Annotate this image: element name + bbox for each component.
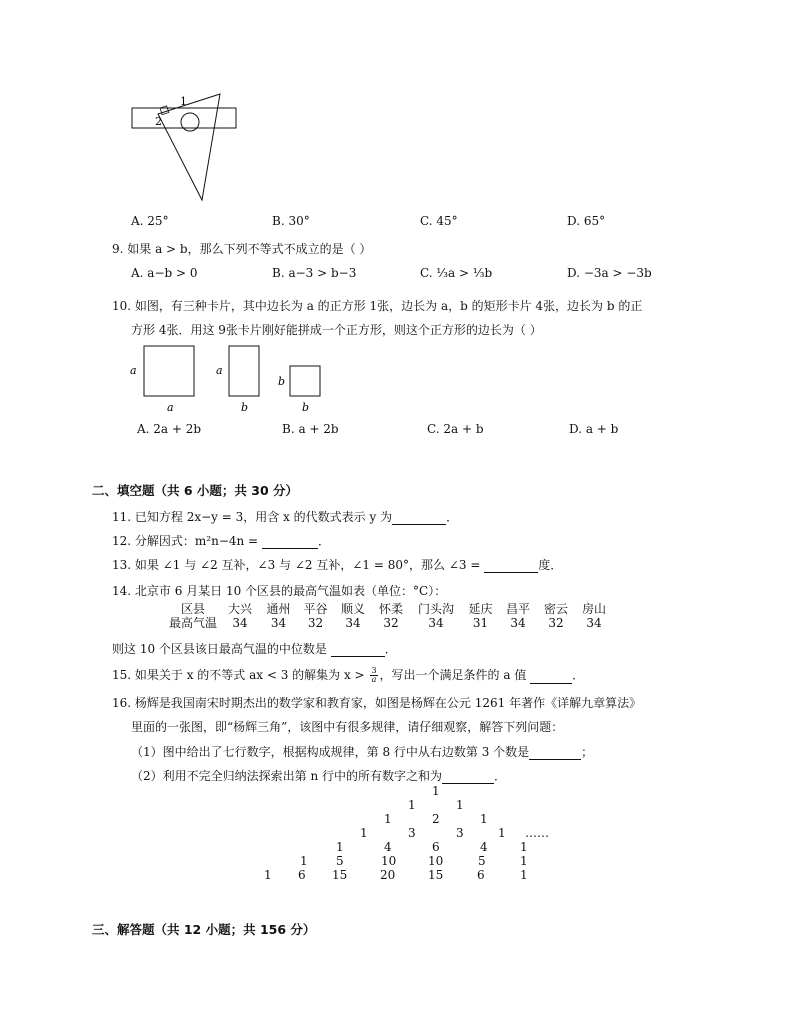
table-cell: 大兴 <box>227 602 252 616</box>
table-cell: 34 <box>428 616 444 630</box>
table-cell: 最高气温 <box>168 616 217 630</box>
q15 <box>112 666 584 684</box>
q16-sub2 <box>131 767 506 784</box>
q10-option-a[interactable]: A. 2a + 2b <box>137 422 202 436</box>
q14-stem: 14. 北京市 6 月某日 10 个区县的最高气温如表（单位：°C）： <box>112 584 447 598</box>
q12 <box>112 532 330 549</box>
table-cell: 34 <box>232 616 248 630</box>
table-cell: 密云 <box>543 602 568 616</box>
triangle-number: 1 <box>336 840 344 854</box>
q9-stem: 9. 如果 a > b，那么下列不等式不成立的是（ ） <box>112 242 372 256</box>
q9-option-d[interactable]: D. −3a > −3b <box>567 266 652 280</box>
q16-sub2-end: ． <box>494 769 507 783</box>
table-cell: 34 <box>586 616 602 630</box>
q8-option-b[interactable]: B. 30° <box>272 214 310 228</box>
q10-square-side-label: a <box>130 364 137 377</box>
section-2-title: 二、填空题（共 6 小题；共 30 分） <box>92 483 299 498</box>
q13-end: 度． <box>538 558 563 572</box>
q10-stem-line1: 10. 如图，有三种卡片，其中边长为 a 的正方形 1张，边长为 a，b 的矩形卡片 4张，边长为 b 的正 <box>112 299 643 313</box>
table-cell: 34 <box>345 616 361 630</box>
table-cell: 怀柔 <box>378 602 403 616</box>
q13-answer-blank[interactable] <box>484 560 538 573</box>
table-cell: 平谷 <box>303 602 328 616</box>
q15-text-a: 15. 如果关于 x 的不等式 ax < 3 的解集为 x > <box>112 668 365 682</box>
q11-text: 11. 已知方程 2x−y = 3，用含 x 的代数式表示 y 为 <box>112 510 393 524</box>
table-cell: 32 <box>307 616 324 630</box>
q10-cards-figure <box>124 340 334 418</box>
triangle-number: 15 <box>428 868 444 882</box>
triangle-number: 6 <box>432 840 440 854</box>
table-cell: 房山 <box>581 602 606 616</box>
q10-square-bottom-label: a <box>167 401 174 414</box>
table-cell: 通州 <box>266 602 291 616</box>
q12-end: ． <box>317 534 330 548</box>
q8-option-c[interactable]: C. 45° <box>420 214 458 228</box>
q10-option-c[interactable]: C. 2a + b <box>427 422 484 436</box>
triangle-number: 1 <box>360 826 368 840</box>
triangle-number: 15 <box>332 868 348 882</box>
triangle-ellipsis: …… <box>525 826 549 840</box>
table-cell: 门头沟 <box>417 602 454 616</box>
triangle-number: 1 <box>384 812 392 826</box>
triangle-number: 10 <box>428 854 444 868</box>
table-cell: 32 <box>548 616 564 630</box>
triangle-number: 6 <box>298 868 306 882</box>
q9-option-b[interactable]: B. a−3 > b−3 <box>272 266 357 280</box>
triangle-number: 1 <box>432 784 440 798</box>
triangle-number: 3 <box>456 826 464 840</box>
q16-line1: 16. 杨辉是我国南宋时期杰出的数学家和教育家，如图是杨辉在公元 1261 年著作《详解九章算法》 <box>112 696 642 710</box>
q15-fraction-numerator: 3 <box>371 666 377 675</box>
q15-answer-blank[interactable] <box>530 671 572 684</box>
triangle-number: 20 <box>380 868 396 882</box>
q14-table-value-row <box>166 616 613 630</box>
q9-option-c[interactable]: C. ⅓a > ⅓b <box>420 266 493 280</box>
table-cell: 区县 <box>180 602 205 616</box>
q10-stem-line2: 方形 4张．用这 9张卡片刚好能拼成一个正方形，则这个正方形的边长为（ ） <box>131 323 542 337</box>
q8-option-d[interactable]: D. 65° <box>567 214 606 228</box>
triangle-number: 10 <box>381 854 397 868</box>
q15-text-b: ，写出一个满足条件的 a 值 <box>379 668 527 682</box>
q10-rect-side-label: a <box>216 364 223 377</box>
triangle-number: 6 <box>477 868 485 882</box>
q13-text: 13. 如果 ∠1 与 ∠2 互补，∠3 与 ∠2 互补，∠1 = 80°，那么 ∠3 = <box>112 558 481 572</box>
table-cell: 昌平 <box>505 602 530 616</box>
triangle-number: 5 <box>336 854 344 868</box>
triangle-number: 5 <box>478 854 486 868</box>
triangle-number: 3 <box>408 826 416 840</box>
table-cell: 32 <box>383 616 399 630</box>
q16-sub1-answer-blank[interactable] <box>529 747 581 760</box>
triangle-number: 1 <box>520 868 528 882</box>
q12-text: 12. 分解因式：m²n−4n = <box>112 534 259 548</box>
q8-figure <box>120 86 250 206</box>
q16-line2: 里面的一张图，即“杨辉三角”，该图中有很多规律，请仔细观察，解答下列问题： <box>131 720 564 734</box>
triangle-number: 1 <box>520 854 528 868</box>
triangle-number: 4 <box>480 840 488 854</box>
q11-end: ． <box>446 510 459 524</box>
q10-option-d[interactable]: D. a + b <box>569 422 619 436</box>
q16-sub1-text: （1）图中给出了七行数字，根据构成规律，第 8 行中从右边数第 3 个数是 <box>131 745 530 759</box>
q16-sub2-text: （2）利用不完全归纳法探索出第 n 行中的所有数字之和为 <box>131 769 442 783</box>
section-3-title: 三、解答题（共 12 小题；共 156 分） <box>92 922 316 937</box>
q8-angle-2-label: 2 <box>155 115 162 128</box>
triangle-number: 4 <box>384 840 392 854</box>
table-cell: 延庆 <box>468 602 493 616</box>
q14-table-header-row <box>166 602 613 616</box>
q15-end: ． <box>572 668 585 682</box>
q14-question <box>112 640 397 657</box>
q14-end: ． <box>384 642 397 656</box>
table-cell: 顺义 <box>340 602 365 616</box>
q8-option-a[interactable]: A. 25° <box>131 214 169 228</box>
q11-answer-blank[interactable] <box>392 512 446 525</box>
triangle-number: 1 <box>408 798 416 812</box>
q15-fraction-denominator: a <box>371 675 377 684</box>
triangle-number: 2 <box>432 812 440 826</box>
q14-temperature-table <box>166 602 613 630</box>
q9-option-a[interactable]: A. a−b > 0 <box>131 266 198 280</box>
triangle-number: 1 <box>520 840 528 854</box>
q12-answer-blank[interactable] <box>262 536 318 549</box>
triangle-number: 1 <box>264 868 272 882</box>
q13 <box>112 556 562 573</box>
q10-small-square-side-label: b <box>278 375 286 388</box>
q16-sub1 <box>131 743 593 760</box>
q16-sub2-answer-blank[interactable] <box>442 771 494 784</box>
triangle-number: 1 <box>498 826 506 840</box>
q15-fraction <box>370 667 377 684</box>
triangle-number: 1 <box>300 854 308 868</box>
triangle-number: 1 <box>456 798 464 812</box>
q14-answer-blank[interactable] <box>331 644 385 657</box>
q8-angle-1-label: 1 <box>180 95 187 108</box>
q11 <box>112 508 458 525</box>
table-cell: 31 <box>472 616 489 630</box>
q14-question-text: 则这 10 个区县该日最高气温的中位数是 <box>112 642 327 656</box>
q16-sub1-end: ； <box>581 745 594 759</box>
table-cell: 34 <box>270 616 287 630</box>
table-cell: 34 <box>510 616 526 630</box>
triangle-number: 1 <box>480 812 488 826</box>
q10-option-b[interactable]: B. a + 2b <box>282 422 339 436</box>
q10-rect-bottom-label: b <box>241 401 249 414</box>
q10-small-square-bottom-label: b <box>302 401 310 414</box>
